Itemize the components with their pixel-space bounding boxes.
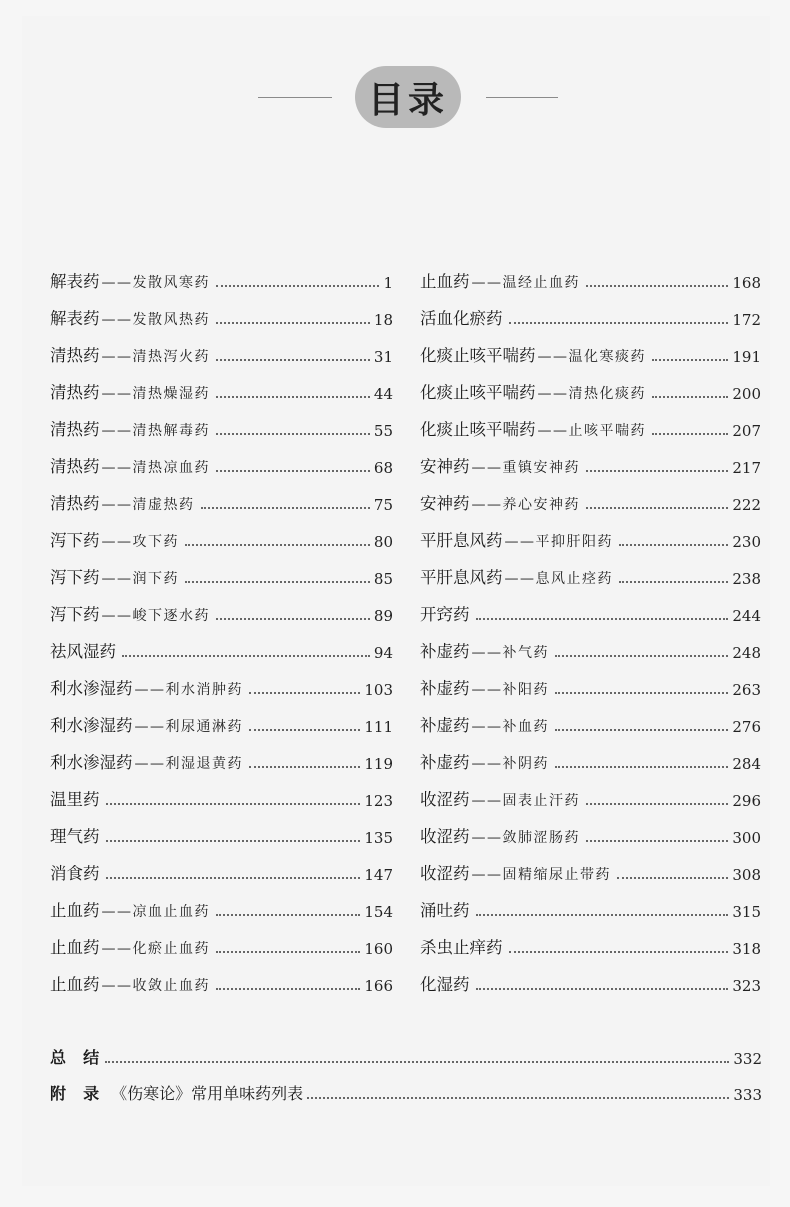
toc-appendix — [50, 1032, 762, 1104]
toc-entry — [50, 810, 393, 847]
toc-entry-category: 补虚药 — [420, 753, 470, 772]
toc-appendix-label: 总 结 — [50, 1048, 102, 1067]
title-rule-left — [258, 97, 332, 98]
toc-entry-category: 清热药 — [50, 457, 100, 476]
toc-entry-subcategory: ——敛肺涩肠药 — [471, 830, 580, 846]
toc-entry-subcategory: ——补气药 — [471, 645, 549, 661]
toc-entry-subcategory: ——温经止血药 — [471, 275, 580, 291]
toc-entry-subcategory: ——清热化痰药 — [537, 386, 646, 402]
toc-entry-subcategory: ——平抑肝阳药 — [504, 534, 613, 550]
toc-column-left — [50, 255, 393, 995]
toc-page-number: 31 — [373, 348, 393, 366]
dot-leader — [509, 322, 729, 324]
toc-page-number: 103 — [364, 681, 393, 699]
dot-leader — [106, 877, 361, 879]
toc-entry — [420, 625, 761, 662]
toc-entry-category: 利水渗湿药 — [50, 716, 133, 735]
toc-entry — [50, 477, 393, 514]
toc-entry-subcategory: ——收敛止血药 — [101, 978, 210, 994]
toc-entry-subcategory: ——清热燥湿药 — [101, 386, 210, 402]
toc-entry — [420, 440, 761, 477]
toc-page-number: 85 — [373, 570, 393, 588]
toc-entry-subcategory: ——固表止汗药 — [471, 793, 580, 809]
toc-entry — [50, 847, 393, 884]
toc-entry — [420, 477, 761, 514]
toc-entry-subcategory: ——重镇安神药 — [471, 460, 580, 476]
toc-page-number: 123 — [364, 792, 393, 810]
toc-entry-subcategory: ——利水消肿药 — [134, 682, 243, 698]
toc-entry-category: 祛风湿药 — [50, 642, 116, 661]
toc-entry — [50, 662, 393, 699]
dot-leader — [216, 359, 370, 361]
dot-leader — [555, 692, 728, 694]
toc-entry-category: 清热药 — [50, 346, 100, 365]
toc-page-number: 333 — [733, 1086, 762, 1104]
toc-entry — [50, 514, 393, 551]
toc-entry-subcategory: ——止咳平喘药 — [537, 423, 646, 439]
toc-entry-category: 开窍药 — [420, 605, 470, 624]
dot-leader — [249, 692, 360, 694]
dot-leader — [555, 729, 728, 731]
dot-leader — [216, 322, 370, 324]
toc-page-number: 323 — [732, 977, 761, 995]
toc-entry-subcategory: ——峻下逐水药 — [101, 608, 210, 624]
toc-entry — [50, 329, 393, 366]
dot-leader — [249, 729, 360, 731]
toc-entry — [420, 847, 761, 884]
toc-entry-category: 止血药 — [50, 901, 100, 920]
toc-entry — [420, 255, 761, 292]
toc-entry-subcategory: ——补血药 — [471, 719, 549, 735]
dot-leader — [586, 470, 728, 472]
dot-leader — [249, 766, 360, 768]
toc-page-number: 217 — [732, 459, 761, 477]
dot-leader — [586, 803, 728, 805]
toc-page-number: 318 — [732, 940, 761, 958]
toc-entry-category: 化湿药 — [420, 975, 470, 994]
toc-entry-category: 清热药 — [50, 383, 100, 402]
toc-entry-category: 泻下药 — [50, 605, 100, 624]
toc-entry-subcategory: ——发散风寒药 — [101, 275, 210, 291]
toc-entry-category: 化痰止咳平喘药 — [420, 346, 536, 365]
toc-entry-category: 补虚药 — [420, 642, 470, 661]
dot-leader — [201, 507, 370, 509]
toc-entry — [420, 514, 761, 551]
dot-leader — [617, 877, 728, 879]
toc-entry-category: 平肝息风药 — [420, 568, 503, 587]
toc-entry — [420, 773, 761, 810]
dot-leader — [555, 766, 728, 768]
toc-page-number: 296 — [732, 792, 761, 810]
dot-leader — [307, 1097, 729, 1099]
dot-leader — [106, 803, 361, 805]
page-title: 目录 — [355, 66, 461, 128]
toc-entry-subcategory: ——清热凉血药 — [101, 460, 210, 476]
dot-leader — [122, 655, 370, 657]
toc-page-number: 300 — [732, 829, 761, 847]
toc-entry — [50, 255, 393, 292]
dot-leader — [105, 1061, 729, 1063]
toc-entry-category: 化痰止咳平喘药 — [420, 420, 536, 439]
toc-page-number: 68 — [373, 459, 393, 477]
toc-entry — [420, 884, 761, 921]
toc-entry-subcategory: ——养心安神药 — [471, 497, 580, 513]
dot-leader — [185, 544, 370, 546]
toc-entry — [50, 773, 393, 810]
dot-leader — [185, 581, 370, 583]
toc-entry-subcategory: ——化瘀止血药 — [101, 941, 210, 957]
toc-entry-category: 利水渗湿药 — [50, 679, 133, 698]
toc-entry-category: 温里药 — [50, 790, 100, 809]
toc-entry-category: 收涩药 — [420, 864, 470, 883]
dot-leader — [216, 470, 370, 472]
dot-leader — [619, 544, 728, 546]
dot-leader — [652, 359, 728, 361]
toc-entry-subcategory: ——补阴药 — [471, 756, 549, 772]
toc-entry — [50, 440, 393, 477]
toc-entry-category: 解表药 — [50, 309, 100, 328]
toc-page-number: 154 — [364, 903, 393, 921]
toc-entry-category: 止血药 — [420, 272, 470, 291]
dot-leader — [586, 840, 728, 842]
toc-page-number: 89 — [373, 607, 393, 625]
toc-page-number: 75 — [373, 496, 393, 514]
toc-entry — [420, 403, 761, 440]
dot-leader — [216, 988, 360, 990]
toc-entry-category: 清热药 — [50, 420, 100, 439]
toc-page-number: 44 — [373, 385, 393, 403]
toc-entry-category: 安神药 — [420, 457, 470, 476]
toc-entry — [50, 958, 393, 995]
toc-page-number: 276 — [732, 718, 761, 736]
toc-entry — [420, 292, 761, 329]
toc-page-number: 191 — [732, 348, 761, 366]
toc-page-number: 160 — [364, 940, 393, 958]
toc-entry — [50, 625, 393, 662]
toc-entry-category: 平肝息风药 — [420, 531, 503, 550]
toc-page-number: 200 — [732, 385, 761, 403]
toc-entry-category: 止血药 — [50, 975, 100, 994]
toc-page-number: 244 — [732, 607, 761, 625]
toc-entry-category: 泻下药 — [50, 568, 100, 587]
toc-entry-subcategory: ——攻下药 — [101, 534, 179, 550]
toc-entry — [50, 699, 393, 736]
toc-entry — [420, 736, 761, 773]
toc-appendix-entry — [50, 1068, 762, 1104]
toc-entry-subcategory: ——清热泻火药 — [101, 349, 210, 365]
toc-entry — [420, 366, 761, 403]
toc-entry — [50, 588, 393, 625]
toc-page-number: 166 — [364, 977, 393, 995]
dot-leader — [652, 433, 728, 435]
toc-entry-category: 安神药 — [420, 494, 470, 513]
toc-entry-category: 涌吐药 — [420, 901, 470, 920]
dot-leader — [619, 581, 728, 583]
dot-leader — [586, 285, 728, 287]
toc-entry-category: 收涩药 — [420, 827, 470, 846]
toc-entry-subcategory: ——补阳药 — [471, 682, 549, 698]
toc-entry — [420, 958, 761, 995]
toc-page-number: 332 — [733, 1050, 762, 1068]
dot-leader — [216, 951, 360, 953]
toc-entry — [420, 699, 761, 736]
toc-page-number: 222 — [732, 496, 761, 514]
toc-page-number: 55 — [373, 422, 393, 440]
toc-page-number: 230 — [732, 533, 761, 551]
toc-entry-category: 理气药 — [50, 827, 100, 846]
toc-page-number: 18 — [373, 311, 393, 329]
dot-leader — [216, 914, 360, 916]
dot-leader — [476, 618, 729, 620]
dot-leader — [216, 433, 370, 435]
dot-leader — [216, 396, 370, 398]
toc-page-number: 238 — [732, 570, 761, 588]
toc-appendix-entry — [50, 1032, 762, 1068]
toc-entry-category: 利水渗湿药 — [50, 753, 133, 772]
dot-leader — [476, 914, 729, 916]
toc-entry — [50, 551, 393, 588]
title-rule-right — [486, 97, 558, 98]
toc-entry-subcategory: ——清热解毒药 — [101, 423, 210, 439]
dot-leader — [652, 396, 728, 398]
toc-page-number: 80 — [373, 533, 393, 551]
toc-entry-subcategory: ——润下药 — [101, 571, 179, 587]
toc-entry — [50, 366, 393, 403]
toc-entry — [420, 662, 761, 699]
toc-page-number: 119 — [364, 755, 393, 773]
toc-entry-category: 杀虫止痒药 — [420, 938, 503, 957]
toc-entry-subcategory: ——利尿通淋药 — [134, 719, 243, 735]
toc-entry-category: 化痰止咳平喘药 — [420, 383, 536, 402]
toc-column-right — [420, 255, 761, 995]
toc-page-number: 248 — [732, 644, 761, 662]
toc-entry-category: 补虚药 — [420, 716, 470, 735]
toc-entry-category: 收涩药 — [420, 790, 470, 809]
toc-entry — [50, 736, 393, 773]
toc-appendix-label: 附 录 — [50, 1084, 102, 1103]
toc-entry-category: 活血化瘀药 — [420, 309, 503, 328]
toc-appendix-title: 《伤寒论》常用单味药列表 — [111, 1084, 304, 1103]
toc-entry-subcategory: ——固精缩尿止带药 — [471, 867, 611, 883]
toc-entry-subcategory: ——息风止痉药 — [504, 571, 613, 587]
toc-entry-subcategory: ——发散风热药 — [101, 312, 210, 328]
toc-entry-category: 清热药 — [50, 494, 100, 513]
toc-entry — [420, 810, 761, 847]
toc-entry — [50, 403, 393, 440]
toc-page-number: 172 — [732, 311, 761, 329]
dot-leader — [586, 507, 728, 509]
toc-entry — [420, 551, 761, 588]
toc-entry-category: 解表药 — [50, 272, 100, 291]
toc-entry-category: 止血药 — [50, 938, 100, 957]
toc-entry — [420, 329, 761, 366]
toc-entry-subcategory: ——温化寒痰药 — [537, 349, 646, 365]
toc-entry — [420, 588, 761, 625]
toc-entry — [50, 921, 393, 958]
toc-page-number: 94 — [373, 644, 393, 662]
dot-leader — [476, 988, 729, 990]
toc-page-number: 111 — [364, 718, 393, 736]
toc-page-number: 315 — [732, 903, 761, 921]
dot-leader — [555, 655, 728, 657]
dot-leader — [216, 285, 379, 287]
toc-entry — [50, 292, 393, 329]
toc-page-number: 308 — [732, 866, 761, 884]
dot-leader — [106, 840, 361, 842]
toc-entry-subcategory: ——清虚热药 — [101, 497, 195, 513]
toc-page-number: 168 — [732, 274, 761, 292]
toc-entry-category: 泻下药 — [50, 531, 100, 550]
toc-header — [0, 66, 790, 132]
toc-entry — [50, 884, 393, 921]
dot-leader — [509, 951, 729, 953]
dot-leader — [216, 618, 370, 620]
toc-entry-subcategory: ——凉血止血药 — [101, 904, 210, 920]
toc-entry-category: 补虚药 — [420, 679, 470, 698]
toc-entry-subcategory: ——利湿退黄药 — [134, 756, 243, 772]
toc-page-number: 135 — [364, 829, 393, 847]
toc-entry — [420, 921, 761, 958]
toc-page-number: 263 — [732, 681, 761, 699]
toc-page-number: 207 — [732, 422, 761, 440]
toc-page-number: 284 — [732, 755, 761, 773]
toc-page-number: 147 — [364, 866, 393, 884]
toc-page-number: 1 — [383, 274, 393, 292]
toc-entry-category: 消食药 — [50, 864, 100, 883]
